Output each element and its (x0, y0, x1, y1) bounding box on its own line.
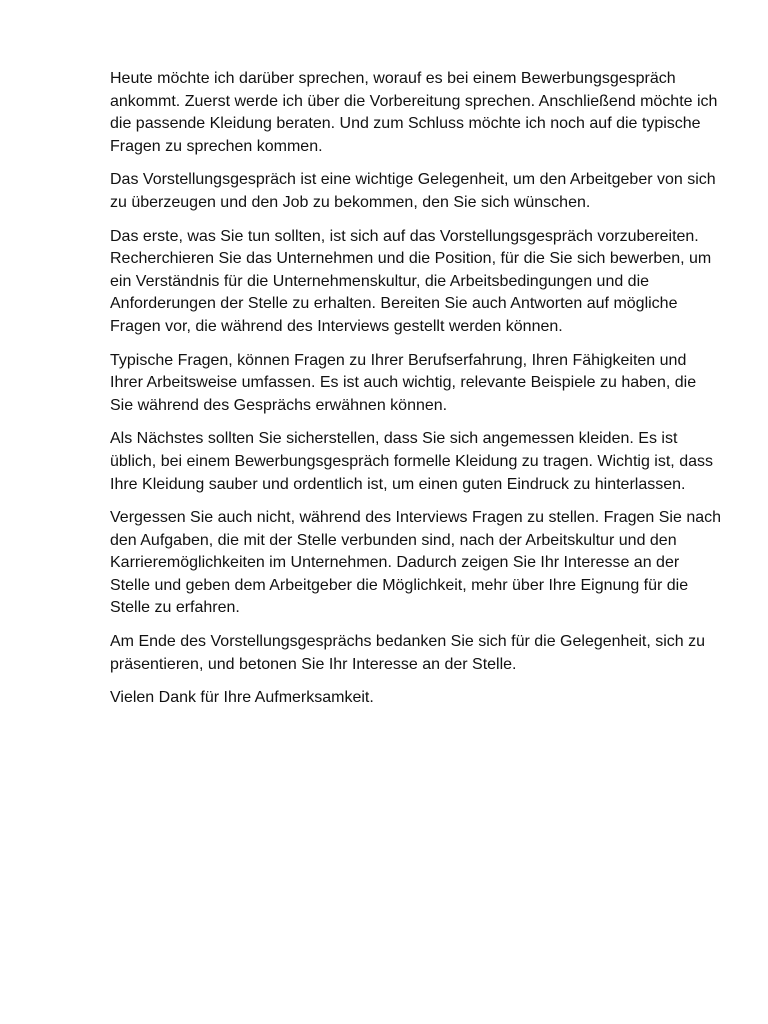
paragraph-clothing: Als Nächstes sollten Sie sicherstellen, dass Sie sich angemessen kleiden. Es ist üblich, bei einem Bewerbungsgespräch formelle Kleidung zu tragen. Wichtig ist, dass Ihre Kleidung sauber und ordentlich ist, um einen guten Eindruck zu hinterlassen. (110, 430, 713, 493)
paragraph-preparation: Das erste, was Sie tun sollten, ist sich auf das Vorstellungsgespräch vorzubereiten. Recherchieren Sie das Unternehmen und die Position, für die Sie sich bewerben, um ein Verständnis für die Unternehmenskultur, die Arbeitsbedingungen und die Anforderungen der Stelle zu erhalten. Bereiten Sie auch Antworten auf mögliche Fragen vor, die während des Interviews gestellt werden können. (110, 227, 712, 335)
paragraph-introduction: Heute möchte ich darüber sprechen, worauf es bei einem Bewerbungsgespräch ankommt. Zuerst werde ich über die Vorbereitung sprechen. Anschließend möchte ich die passende Kleidung beraten. Und zum Schluss möchte ich noch auf die typische Fragen zu sprechen kommen. (110, 70, 718, 155)
document-body (110, 68, 722, 721)
paragraph-importance: Das Vorstellungsgespräch ist eine wichtige Gelegenheit, um den Arbeitgeber von sich zu überzeugen und den Job zu bekommen, den Sie sich wünschen. (110, 171, 716, 211)
paragraph-typical-questions: Typische Fragen, können Fragen zu Ihrer Berufserfahrung, Ihren Fähigkeiten und Ihrer Arbeitsweise umfassen. Es ist auch wichtig, relevante Beispiele zu haben, die Sie während des Gesprächs erwähnen können. (110, 351, 697, 414)
paragraph-asking-questions: Vergessen Sie auch nicht, während des Interviews Fragen zu stellen. Fragen Sie nach den Aufgaben, die mit der Stelle verbunden sind, nach der Arbeitskultur und den Karrieremöglichkeiten im Unternehmen. Dadurch zeigen Sie Ihr Interesse an der Stelle und geben dem Arbeitgeber die Möglichkeit, mehr über Ihre Eignung für die Stelle zu erfahren. (110, 509, 722, 617)
paragraph-closing: Am Ende des Vorstellungsgesprächs bedanken Sie sich für die Gelegenheit, sich zu präsentieren, und betonen Sie Ihr Interesse an der Stelle. (110, 633, 706, 673)
paragraph-thanks: Vielen Dank für Ihre Aufmerksamkeit. (110, 689, 374, 707)
